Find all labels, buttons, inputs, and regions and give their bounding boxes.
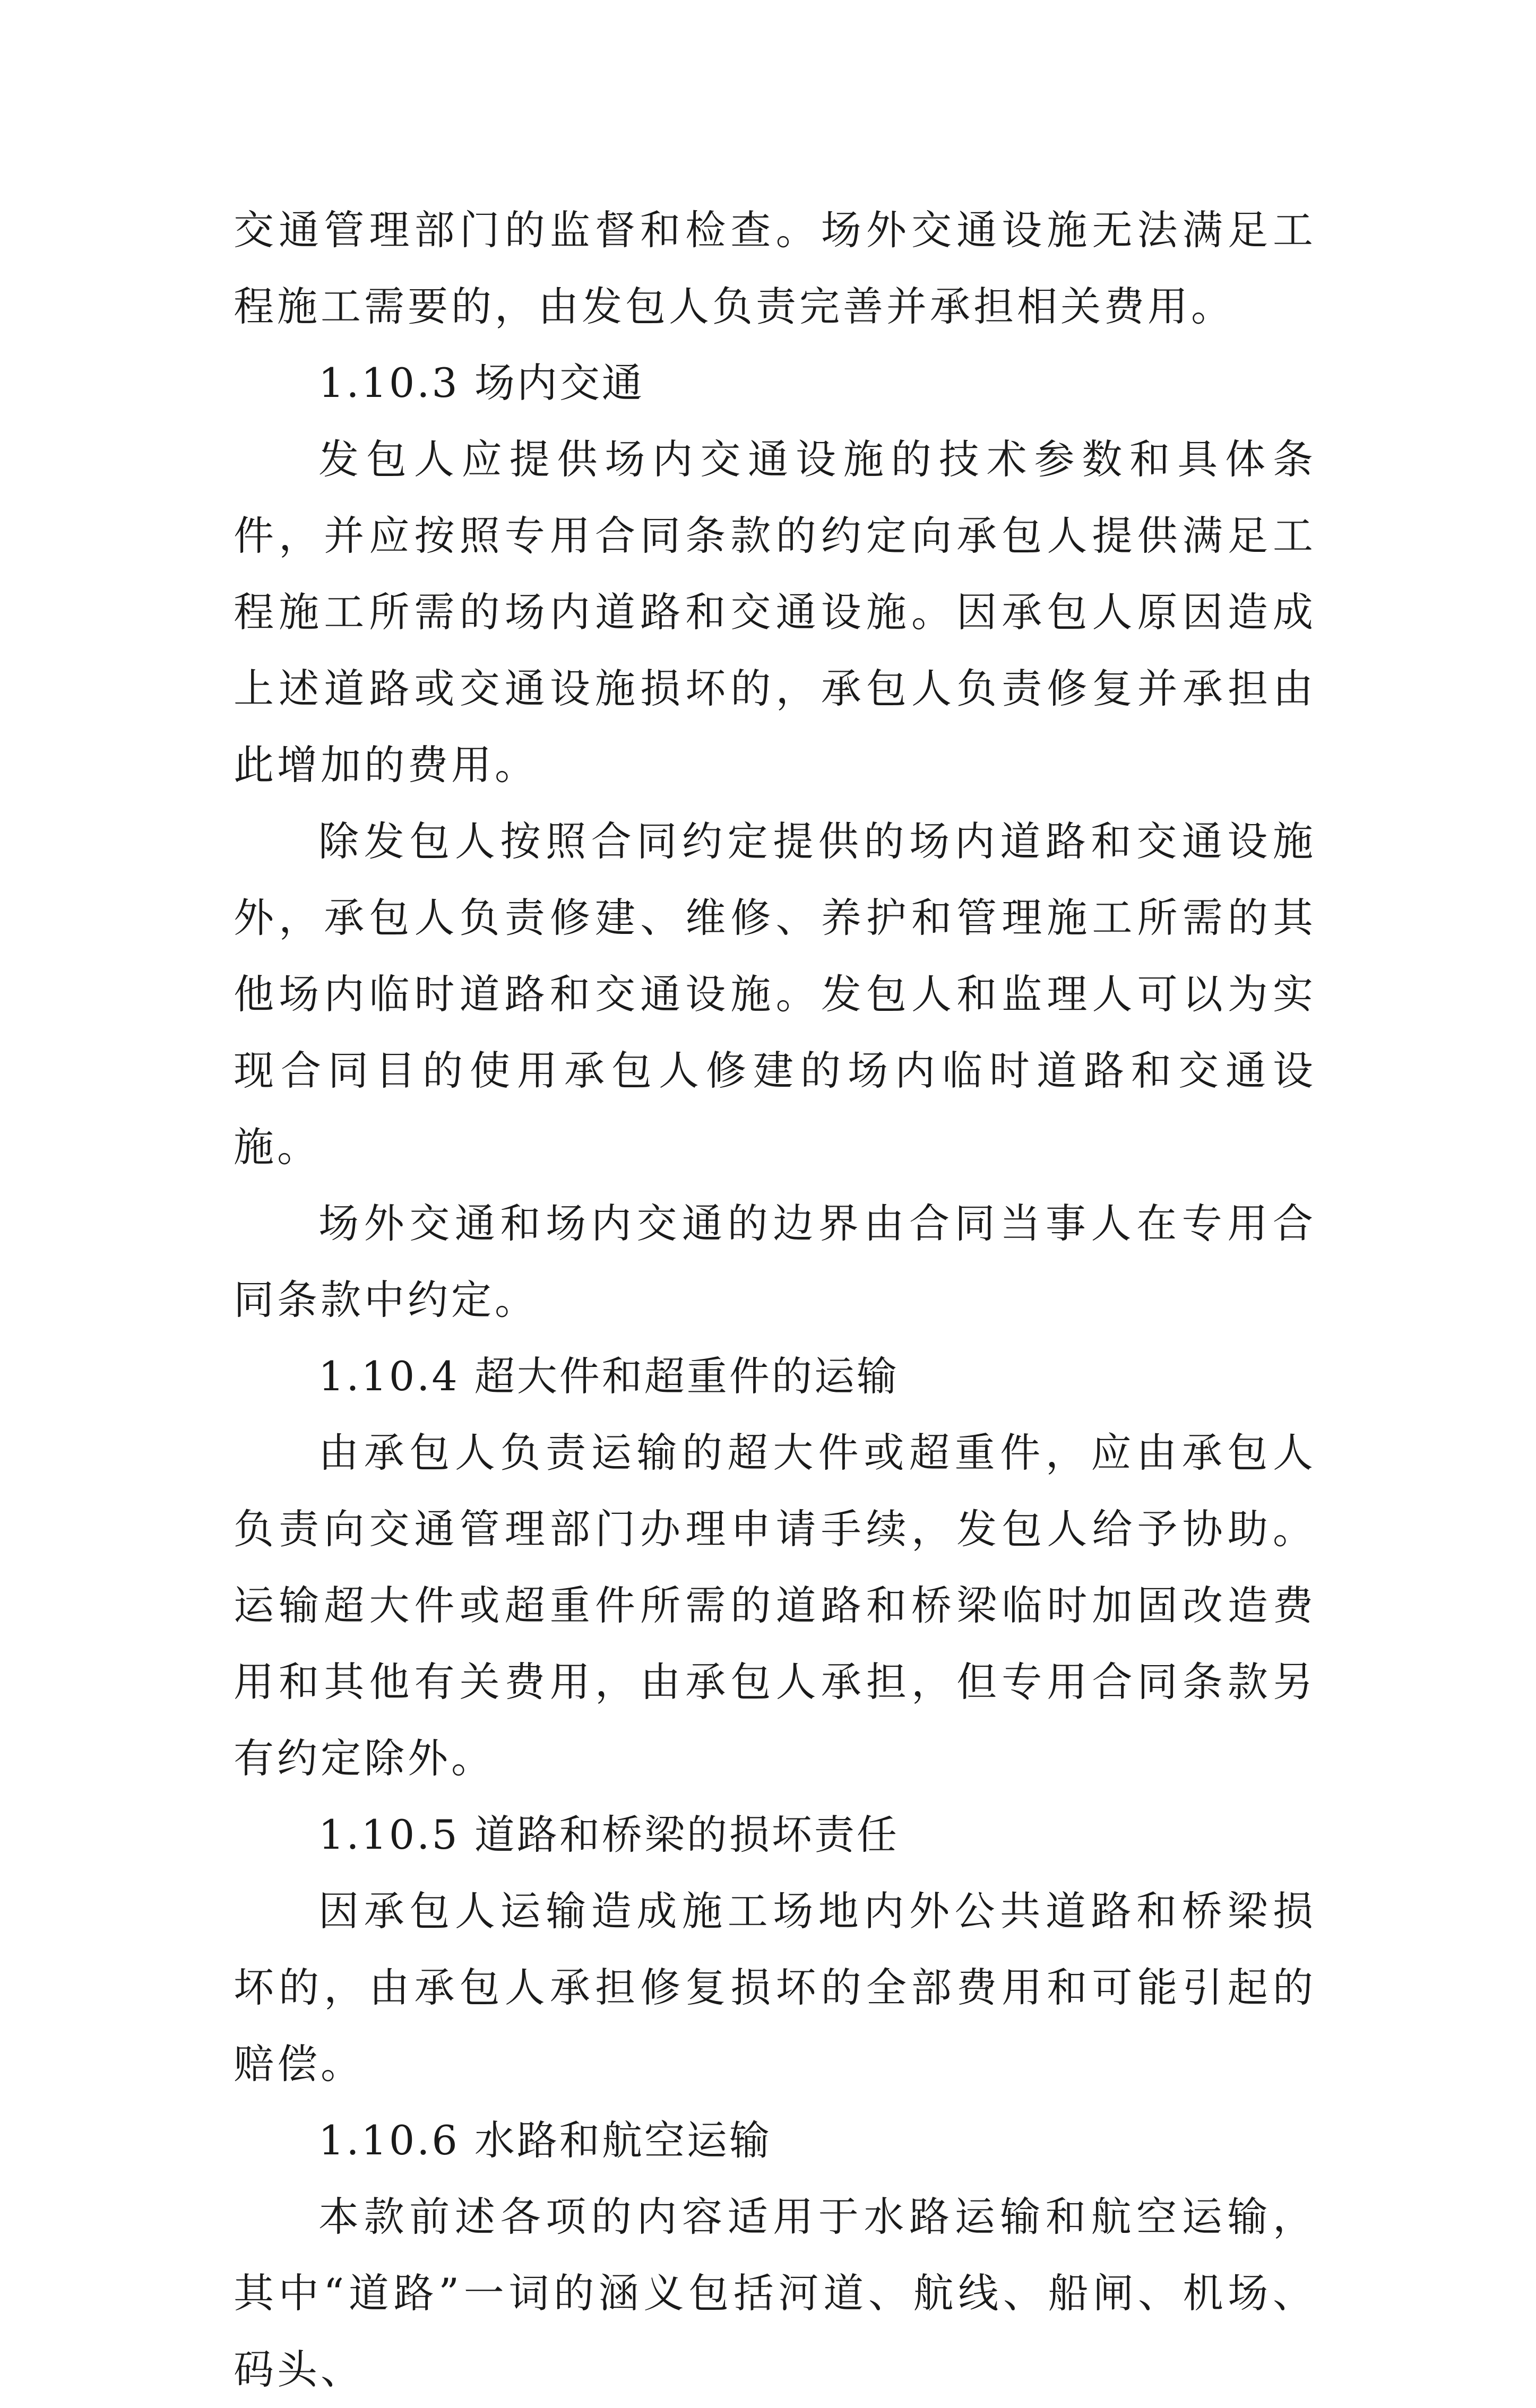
paragraph: 本款前述各项的内容适用于水路运输和航空运输，其中“道路”一词的涵义包括河道、航线、船闸、机场、码头、 — [234, 2193, 1316, 2393]
paragraph: 发包人应提供场内交通设施的技术参数和具体条件，并应按照专用合同条款的约定向承包人提供满足工程施工所需的场内道路和交通设施。因承包人原因造成上述道路或交通设施损坏的，承包人负责修复并承担由此增加的费用。 — [234, 436, 1316, 789]
section-heading-1-10-6: 1.10.6 水路和航空运输 — [318, 2117, 772, 2164]
section-heading-1-10-3: 1.10.3 场内交通 — [318, 359, 644, 406]
document-body — [234, 192, 1316, 2408]
paragraph: 除发包人按照合同约定提供的场内道路和交通设施外，承包人负责修建、维修、养护和管理施工所需的其他场内临时道路和交通设施。发包人和监理人可以为实现合同目的使用承包人修建的场内临时道路和交通设施。 — [234, 818, 1316, 1171]
paragraph: 因承包人运输造成施工场地内外公共道路和桥梁损坏的，由承包人承担修复损坏的全部费用和可能引起的赔偿。 — [234, 1887, 1316, 2087]
section-heading-1-10-5: 1.10.5 道路和桥梁的损坏责任 — [318, 1811, 899, 1858]
paragraph: 场外交通和场内交通的边界由合同当事人在专用合同条款中约定。 — [234, 1200, 1316, 1323]
paragraph-continued: 交通管理部门的监督和检查。场外交通设施无法满足工程施工需要的，由发包人负责完善并承担相关费用。 — [234, 206, 1316, 330]
paragraph: 由承包人负责运输的超大件或超重件，应由承包人负责向交通管理部门办理申请手续，发包人给予协助。运输超大件或超重件所需的道路和桥梁临时加固改造费用和其他有关费用，由承包人承担，但专用合同条款另有约定除外。 — [234, 1429, 1316, 1782]
section-heading-1-10-4: 1.10.4 超大件和超重件的运输 — [318, 1353, 899, 1400]
